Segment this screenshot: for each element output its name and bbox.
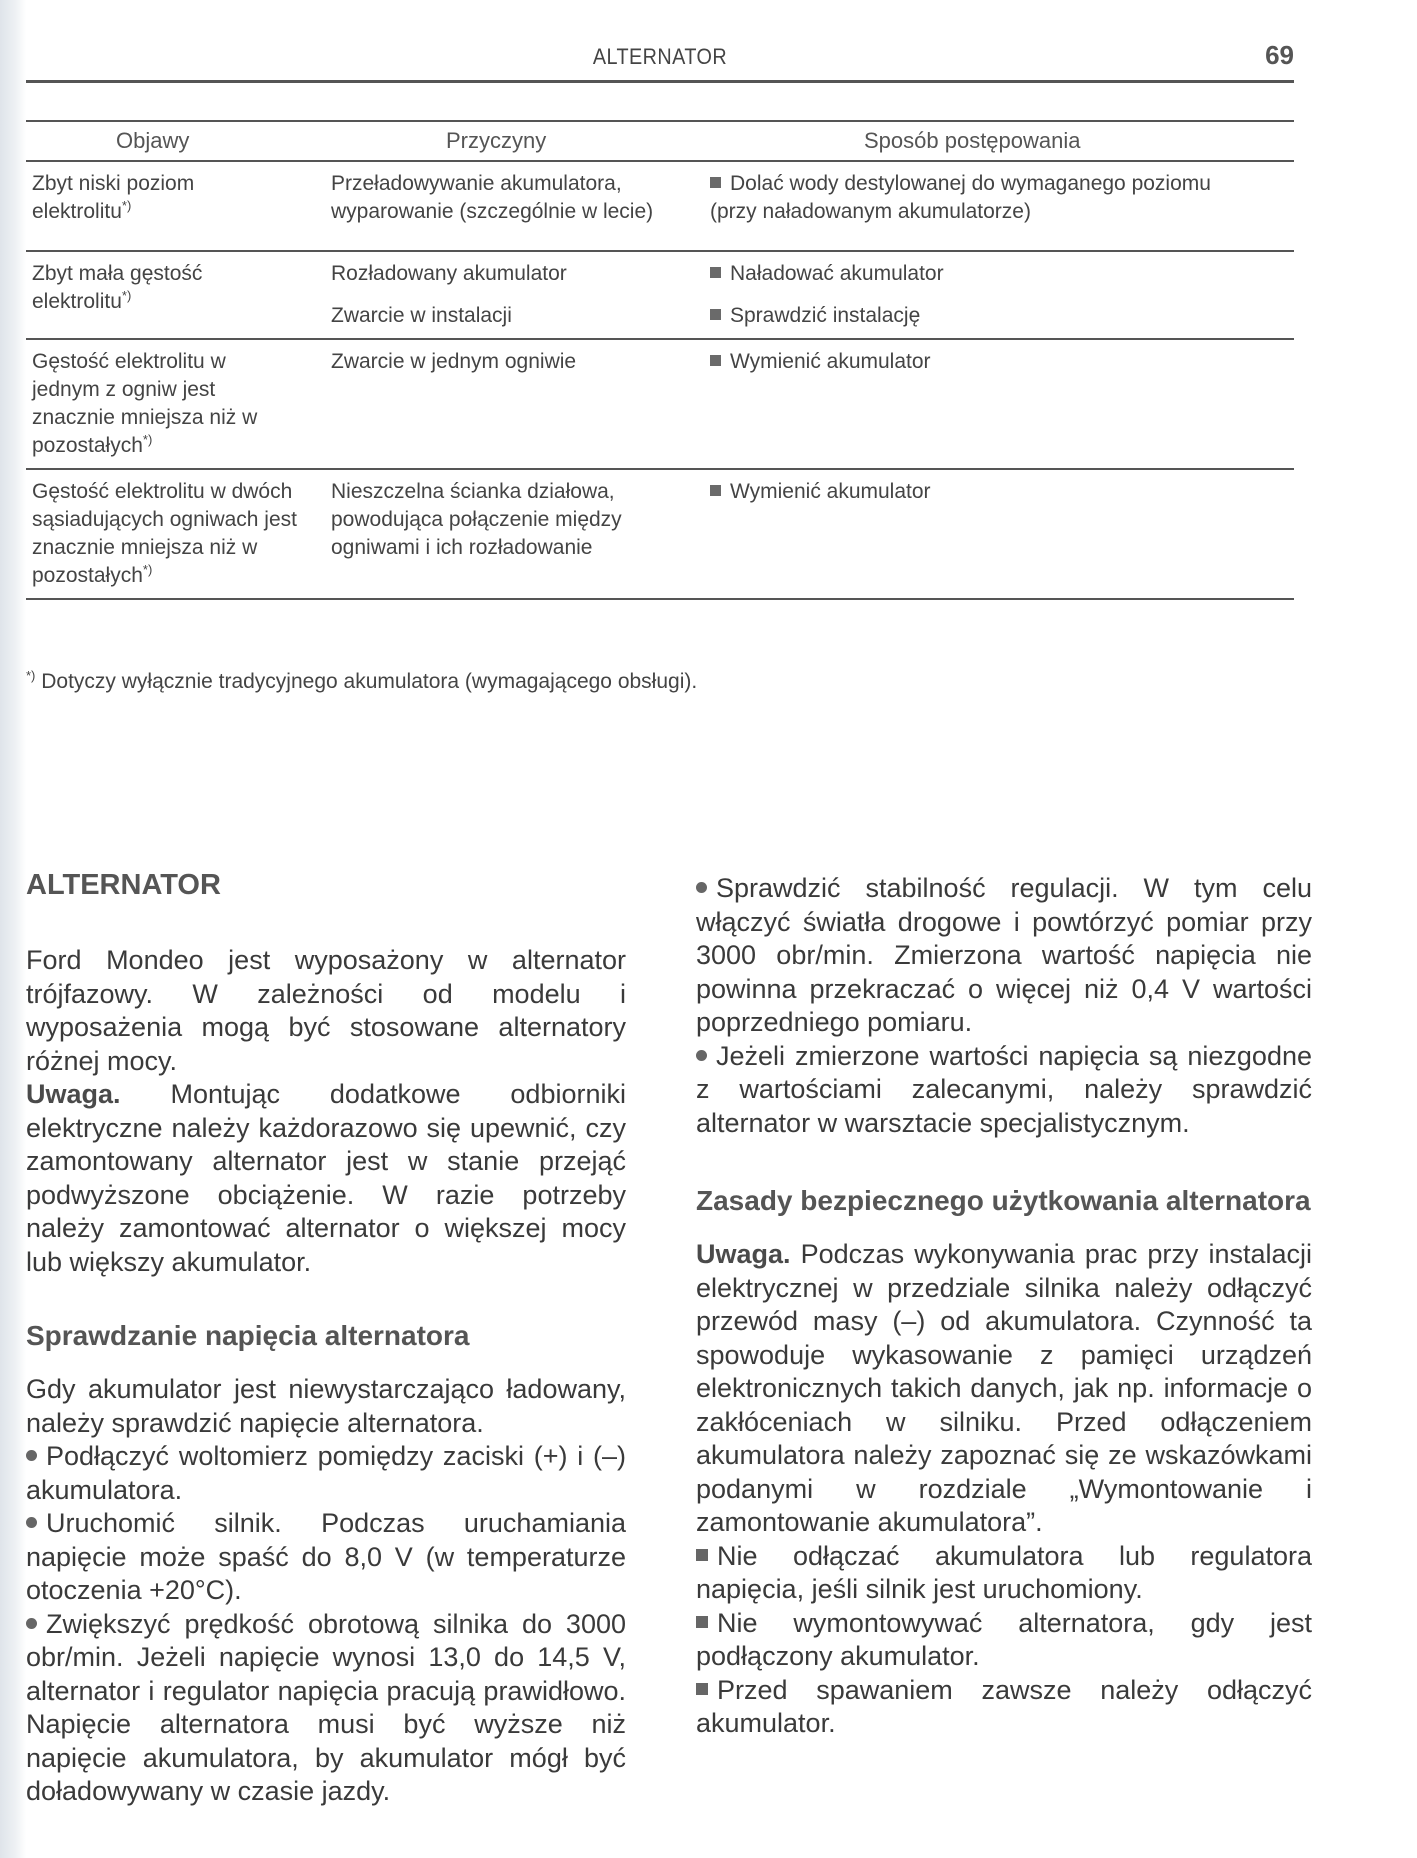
note-text: Podczas wykonywania prac przy instalacji elektrycznej w przedziale silnika należy odłączyć przewód masy (–) od akumulatora. Czynność ta spowoduje wykasowanie z pamięci urządzeń elektronicznych takich danych, jak np. informacje o zakłóceniach w silniku. Przed odłączeniem akumulatora należy zapoznać się ze wskazówkami podanymi w rozdziale „Wymontowanie i zamontowanie akumulatora”. (696, 1239, 1312, 1537)
square-bullet-icon (710, 267, 721, 278)
cause-cell (311, 478, 686, 590)
list-item (26, 1608, 626, 1809)
troubleshooting-table (26, 120, 1294, 600)
action-text: Dolać wody destylowanej do wymaganego poziomu (przy naładowanym akumulatorze) (710, 172, 1211, 223)
cause-text: Zwarcie w jednym ogniwie (331, 350, 577, 373)
round-bullet-icon (26, 1450, 37, 1461)
action-cell (686, 478, 1294, 590)
round-bullet-icon (26, 1618, 37, 1629)
symptom-cell (26, 348, 311, 460)
list-item (696, 1607, 1312, 1674)
list-item (696, 1674, 1312, 1741)
list-item-text: Nie wymontowywać alternatora, gdy jest podłączony akumulator. (696, 1607, 1312, 1671)
list-item-text: Zwiększyć prędkość obrotową silnika do 3000 obr/min. Jeżeli napięcie wynosi 13,0 do 14,5 V, alternator i regulator napięcia pracują prawidłowo. Napięcie alternatora musi być wyższe niż napięcie akumulatora, by akumulator mógł być doładowywany w czasie jazdy. (26, 1608, 626, 1806)
symptom-text: Zbyt niski poziom elektrolitu (32, 172, 195, 223)
square-bullet-icon (696, 1616, 708, 1628)
symptom-cell (26, 478, 311, 590)
round-bullet-icon (696, 882, 707, 893)
cause-text: Rozładowany akumulator (331, 262, 567, 285)
cause-cell (311, 170, 686, 242)
square-bullet-icon (696, 1549, 708, 1561)
action-text: Sprawdzić instalację (730, 304, 921, 327)
square-bullet-icon (710, 309, 721, 320)
note-text: Montując dodatkowe odbiorniki elektryczne należy każdorazowo się upewnić, czy zamontowany alternator jest w stanie przejąć podwyższone obciążenie. W razie potrzeby należy zamontować alternator o większej mocy lub większy akumulator. (26, 1079, 626, 1277)
cause-cell (311, 348, 686, 460)
column-header-actions: Sposób postępowania (864, 128, 1081, 153)
cause-cell (311, 260, 686, 330)
running-title: ALTERNATOR (592, 44, 728, 69)
section-heading-alternator: ALTERNATOR (26, 869, 221, 901)
column-header-causes: Przyczyny (446, 128, 547, 153)
action-cell (686, 170, 1294, 242)
square-bullet-icon (696, 1683, 708, 1695)
symptom-text: Gęstość elektrolitu w dwóch sąsiadujących ogniwach jest znacznie mniejsza niż w pozostałych (32, 480, 297, 587)
square-bullet-icon (710, 355, 721, 366)
list-item (696, 1540, 1312, 1607)
round-bullet-icon (26, 1517, 37, 1528)
footnote-text: Dotyczy wyłącznie tradycyjnego akumulatora (wymagającego obsługi). (41, 670, 698, 693)
action-cell (686, 348, 1294, 460)
note-paragraph (696, 1238, 1312, 1540)
table-row (26, 470, 1294, 600)
cause-text: Nieszczelna ścianka działowa, powodująca połączenie między ogniwami i ich rozładowanie (331, 480, 622, 559)
action-text: Naładować akumulator (730, 262, 944, 285)
column-header-symptoms: Objawy (116, 128, 190, 153)
list-item-text: Sprawdzić stabilność regulacji. W tym celu włączyć światła drogowe i powtórzyć pomiar przy 3000 obr/min. Zmierzona wartość napięcia nie powinna przekraczać o więcej niż 0,4 V wartości poprzedniego pomiaru. (696, 873, 1312, 1037)
symptom-text: Zbyt mała gęstość elektrolitu (32, 262, 203, 313)
symptom-text: Gęstość elektrolitu w jednym z ogniw jest znacznie mniejsza niż w pozostałych (32, 350, 258, 457)
list-item (26, 1440, 626, 1507)
cause-text: Przeładowywanie akumulatora, wyparowanie (szczególnie w lecie) (331, 172, 654, 223)
table-header (26, 122, 1294, 162)
square-bullet-icon (710, 485, 721, 496)
action-cell (686, 260, 1294, 330)
table-footnote (26, 670, 697, 694)
note-paragraph (26, 1078, 626, 1279)
footnote-ref: *) (142, 432, 153, 447)
list-item-text: Jeżeli zmierzone wartości napięcia są niezgodne z wartościami zalecanymi, należy sprawdzić alternator w warsztacie specjalistycznym. (696, 1040, 1312, 1138)
section-heading-safety-rules: Zasady bezpiecznego użytkowania alternatora (696, 1185, 1311, 1216)
intro-paragraph: Ford Mondeo jest wyposażony w alternator trójfazowy. W zależności od modelu i wyposażenia mogą być stosowane alternatory różnej mocy. (26, 945, 626, 1076)
footnote-ref: *) (142, 562, 153, 577)
list-item (696, 872, 1312, 1040)
symptom-cell (26, 170, 311, 242)
page-number: 69 (1265, 40, 1294, 70)
list-item-text: Nie odłączać akumulatora lub regulatora napięcia, jeśli silnik jest uruchomiony. (696, 1540, 1312, 1604)
list-item-text: Przed spawaniem zawsze należy odłączyć akumulator. (696, 1674, 1312, 1738)
symptom-cell (26, 260, 311, 330)
list-item (696, 1040, 1312, 1141)
footnote-mark: *) (26, 668, 36, 683)
table-row (26, 162, 1294, 252)
action-text: Wymienić akumulator (730, 480, 931, 503)
table-row (26, 340, 1294, 470)
list-item (26, 1507, 626, 1608)
round-bullet-icon (696, 1050, 707, 1061)
list-item-text: Podłączyć woltomierz pomiędzy zaciski (+) i (–) akumulatora. (26, 1441, 626, 1505)
left-column (26, 868, 626, 1809)
right-column (696, 872, 1312, 1741)
section-heading-voltage-check: Sprawdzanie napięcia alternatora (26, 1320, 470, 1351)
square-bullet-icon (710, 177, 721, 188)
footnote-ref: *) (121, 198, 132, 213)
header-rule (26, 80, 1294, 83)
running-header (26, 40, 1294, 84)
table-row (26, 252, 1294, 340)
action-text: Wymienić akumulator (730, 350, 931, 373)
list-item-text: Uruchomić silnik. Podczas uruchamiania napięcie może spaść do 8,0 V (w temperaturze otoczenia +20°C). (26, 1508, 626, 1605)
voltage-intro: Gdy akumulator jest niewystarczająco ładowany, należy sprawdzić napięcie alternatora. (26, 1374, 626, 1438)
scan-gutter-shadow (0, 0, 26, 1858)
note-label: Uwaga. (26, 1079, 121, 1109)
note-label: Uwaga. (696, 1239, 791, 1269)
cause-text: Zwarcie w instalacji (331, 304, 512, 327)
footnote-ref: *) (121, 288, 132, 303)
